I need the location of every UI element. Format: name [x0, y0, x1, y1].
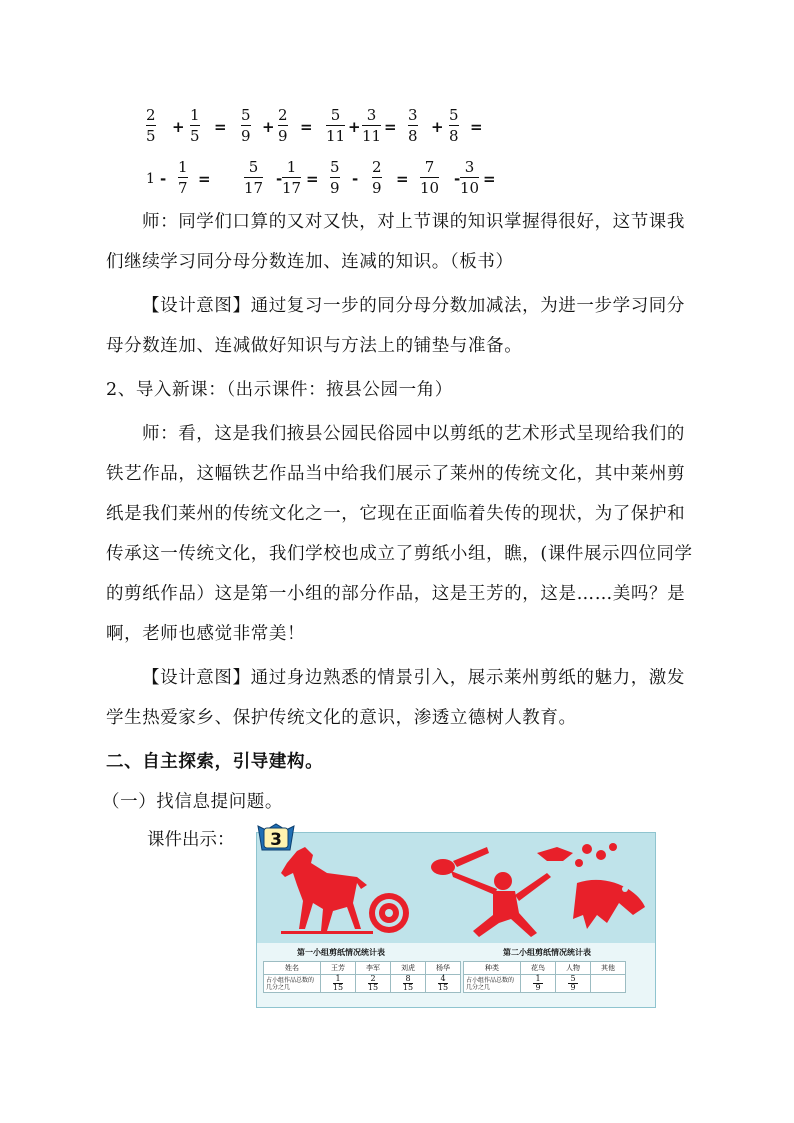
fraction-bar — [408, 125, 418, 126]
fraction-bar — [282, 177, 301, 178]
fraction: $\frac{4}{15}$ — [437, 974, 449, 992]
table-header-cell: 花鸟 — [521, 962, 556, 975]
equals-sign: = — [300, 118, 313, 136]
fraction — [190, 106, 200, 145]
table-header-cell: 其他 — [591, 962, 626, 975]
denominator: 9 — [372, 179, 382, 197]
table-row-label: 占小组作品总数的几分之几 — [264, 975, 321, 993]
fraction-bar — [190, 125, 200, 126]
numerator: 3 — [408, 106, 418, 124]
design-intent-1: 【设计意图】通过复习一步的同分母分数加减法，为进一步学习同分母分数连加、连减做好知识与方法上的铺垫与准备。 — [106, 296, 685, 356]
fraction-bar — [372, 177, 382, 178]
fraction-bar — [278, 125, 288, 126]
flower-medallion-papercut — [369, 893, 409, 933]
minus-sign: - — [160, 170, 167, 188]
table2-title: 第二小组剪纸情况统计表 — [503, 947, 591, 957]
fraction-bar — [330, 177, 340, 178]
birds-flowers-papercut — [537, 843, 645, 929]
equation-row-addition — [0, 106, 794, 150]
subsection-heading: （一）找信息提问题。 — [102, 792, 283, 812]
denominator: 11 — [326, 127, 346, 145]
denominator: 5 — [190, 127, 200, 145]
equals-sign: = — [384, 118, 397, 136]
badge-number: 3 — [270, 830, 282, 850]
numerator: 2 — [278, 106, 288, 124]
fraction — [244, 158, 263, 197]
numerator: 5 — [449, 106, 459, 124]
fraction — [460, 158, 479, 197]
minus-sign: - — [454, 170, 461, 188]
table-header-label: 姓名 — [264, 962, 321, 975]
table-value-cell — [521, 975, 556, 993]
denominator: 10 — [460, 179, 480, 197]
fraction-bar — [449, 125, 459, 126]
numerator: 2 — [146, 106, 156, 124]
denominator: 7 — [178, 179, 188, 197]
numerator: 7 — [424, 158, 435, 176]
denominator: 17 — [244, 179, 264, 197]
courseware-figure — [256, 832, 656, 1008]
equals-sign: = — [306, 170, 319, 188]
group2-statistics-table — [463, 961, 626, 993]
denominator: 9 — [330, 179, 340, 197]
table-header-cell: 王芳 — [321, 962, 356, 975]
equation-row-subtraction — [0, 158, 794, 202]
table-value-cell — [426, 975, 461, 993]
section-intro-new-lesson: 2、导入新课：（出示课件：掖县公园一角） — [106, 380, 453, 400]
table1-title: 第一小组剪纸情况统计表 — [297, 947, 385, 957]
numerator: 5 — [248, 158, 259, 176]
numerator: 1 — [190, 106, 200, 124]
table-value-cell — [321, 975, 356, 993]
plus-sign: + — [262, 118, 275, 136]
horse-papercut — [281, 847, 373, 934]
fraction — [362, 106, 381, 145]
numerator: 5 — [330, 158, 340, 176]
numerator: 1 — [178, 158, 188, 176]
numerator: 3 — [464, 158, 475, 176]
denominator: 8 — [449, 127, 459, 145]
fraction — [241, 106, 251, 145]
equals-sign: = — [483, 170, 496, 188]
papercut-artwork — [257, 833, 655, 943]
fraction — [408, 106, 418, 145]
denominator: 10 — [420, 179, 440, 197]
equals-sign: = — [198, 170, 211, 188]
table-header-cell: 杨华 — [426, 962, 461, 975]
fraction-bar — [362, 125, 381, 126]
statistics-tables — [257, 943, 655, 1007]
table-row-label: 占小组作品总数的几分之几 — [464, 975, 521, 993]
fraction: $\frac{5}{9}$ — [568, 975, 578, 992]
section-heading: 二、自主探索，引导建构。 — [106, 752, 324, 772]
plus-sign: + — [431, 118, 444, 136]
plus-sign: + — [348, 118, 361, 136]
fraction: $\frac{2}{15}$ — [367, 974, 379, 992]
table-value-cell — [356, 975, 391, 993]
fraction-bar — [241, 125, 251, 126]
teacher-paragraph-1: 师：同学们口算的又对又快，对上节课的知识掌握得很好，这节课我们继续学习同分母分数连加、连减的知识。（板书） — [106, 212, 685, 272]
plus-sign: + — [172, 118, 185, 136]
fraction — [372, 158, 382, 197]
table-value-cell — [591, 975, 626, 993]
denominator: 17 — [282, 179, 302, 197]
figure-label: 课件出示： — [147, 830, 235, 850]
fraction-bar — [178, 177, 188, 178]
equals-sign: = — [470, 118, 483, 136]
fraction — [326, 106, 345, 145]
dancer-papercut — [431, 847, 551, 937]
table-header-cell: 刘虎 — [391, 962, 426, 975]
denominator: 8 — [408, 127, 418, 145]
whole-number: 1 — [146, 171, 155, 187]
fraction-bar — [244, 177, 263, 178]
denominator: 5 — [146, 127, 156, 145]
numerator: 5 — [330, 106, 341, 124]
numerator: 1 — [286, 158, 297, 176]
fraction-bar — [326, 125, 345, 126]
numerator: 5 — [241, 106, 251, 124]
fraction: $\frac{1}{9}$ — [533, 975, 543, 992]
design-intent-2: 【设计意图】通过身边熟悉的情景引入，展示莱州剪纸的魅力，激发学生热爱家乡、保护传统文化的意识，渗透立德树人教育。 — [106, 668, 685, 728]
group1-statistics-table — [263, 961, 461, 993]
fraction — [278, 106, 288, 145]
table-header-cell: 李军 — [356, 962, 391, 975]
fraction — [449, 106, 459, 145]
text-block — [102, 202, 696, 822]
fraction — [330, 158, 340, 197]
table-value-cell — [556, 975, 591, 993]
numerator: 3 — [366, 106, 377, 124]
table-header-cell: 人物 — [556, 962, 591, 975]
denominator: 11 — [362, 127, 382, 145]
table-header-label: 种类 — [464, 962, 521, 975]
lesson-number-badge — [256, 822, 296, 854]
fraction: $\frac{8}{15}$ — [402, 974, 414, 992]
fraction: $\frac{1}{15}$ — [332, 974, 344, 992]
denominator: 9 — [241, 127, 251, 145]
numerator: 2 — [372, 158, 382, 176]
fraction — [420, 158, 439, 197]
fraction-bar — [460, 177, 479, 178]
fraction — [146, 106, 156, 145]
denominator: 9 — [278, 127, 288, 145]
fraction — [178, 158, 188, 197]
fraction — [282, 158, 301, 197]
fraction-bar — [420, 177, 439, 178]
minus-sign: - — [276, 170, 283, 188]
minus-sign: - — [352, 170, 359, 188]
fraction-bar — [146, 125, 156, 126]
teacher-paragraph-2: 师：看，这是我们掖县公园民俗园中以剪纸的艺术形式呈现给我们的铁艺作品，这幅铁艺作品当中给我们展示了莱州的传统文化，其中莱州剪纸是我们莱州的传统文化之一，它现在正面临着失传的现状，为了保护和传承这一传统文化，我们学校也成立了剪纸小组，瞧，(课件展示四位同学的剪纸作品）这是第一小组的部分作品，这是王芳的，这是……美吗？是啊，老师也感觉非常美！ — [106, 424, 693, 644]
equals-sign: = — [214, 118, 227, 136]
equals-sign: = — [396, 170, 409, 188]
table-value-cell — [391, 975, 426, 993]
